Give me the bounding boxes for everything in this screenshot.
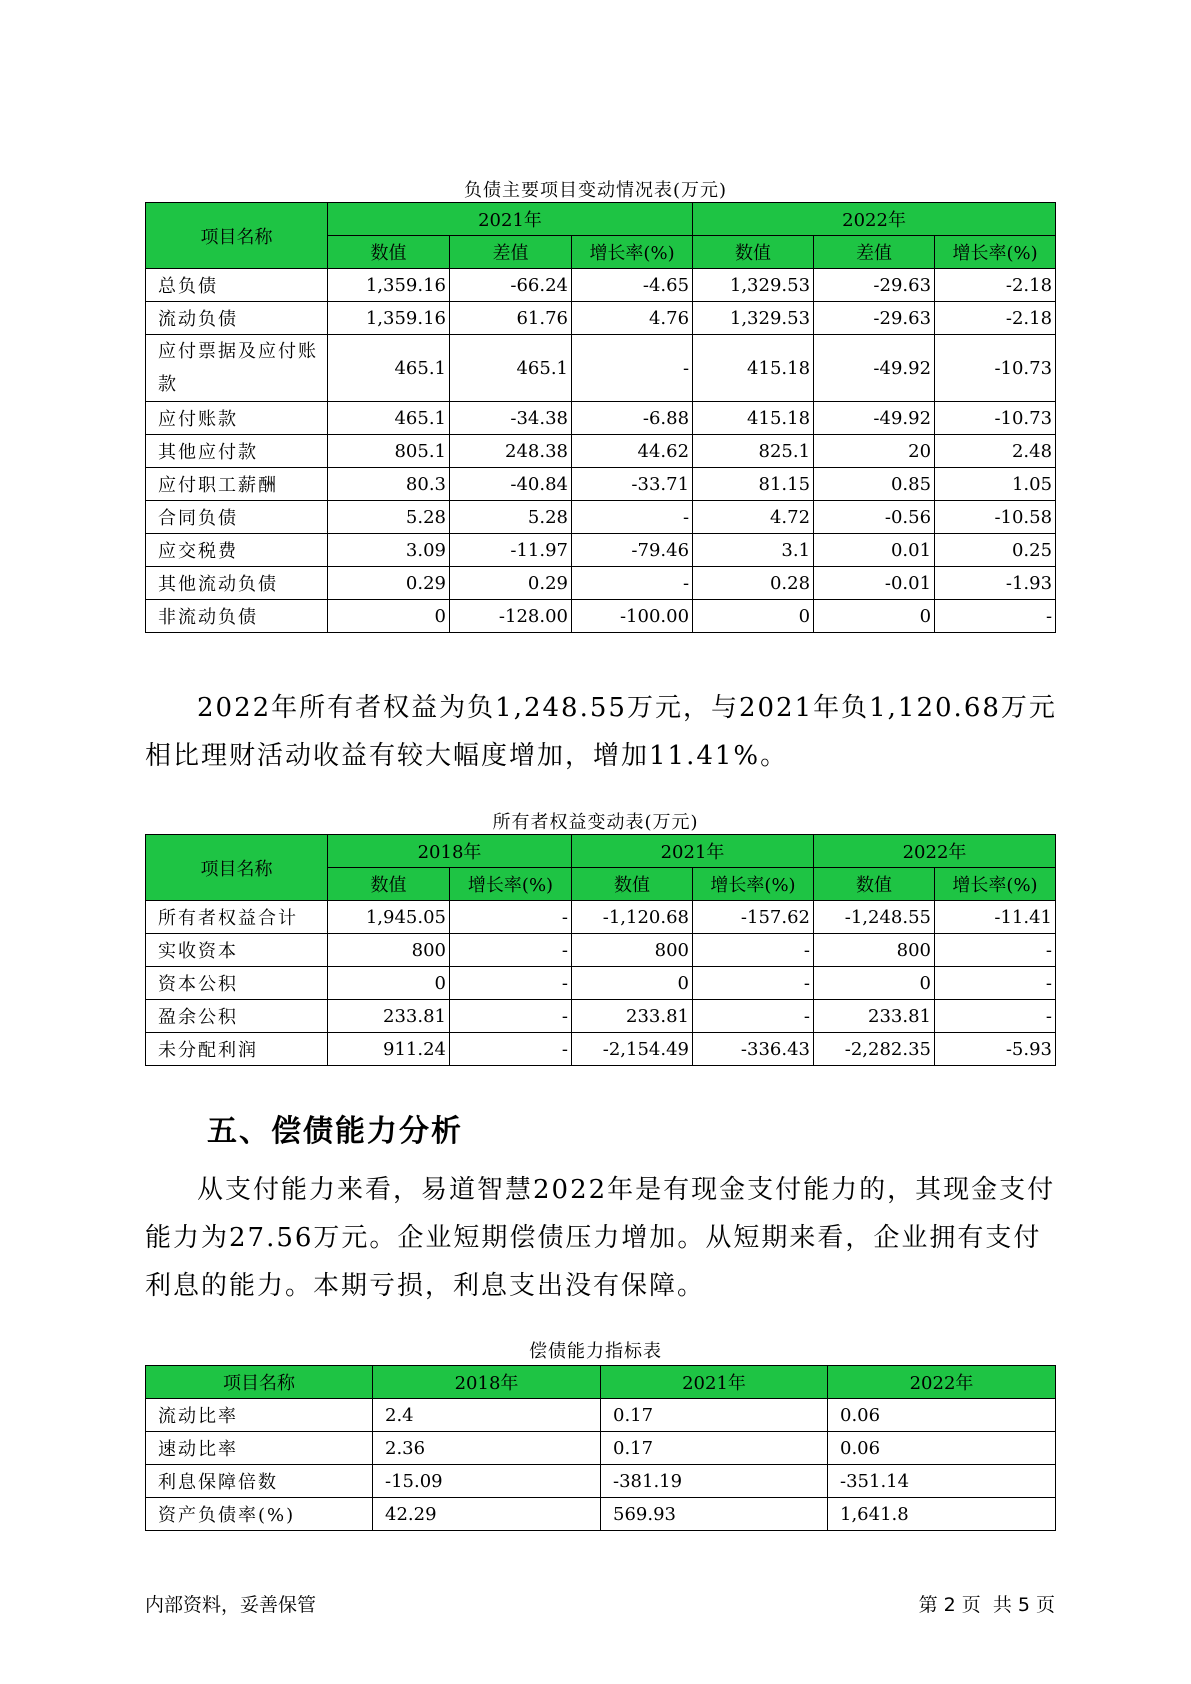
cell: 0.17 (601, 1399, 828, 1432)
row-label: 应交税费 (146, 534, 328, 567)
cell: -351.14 (828, 1465, 1056, 1498)
cell: -29.63 (814, 269, 935, 302)
row-label: 总负债 (146, 269, 328, 302)
equity-summary-paragraph: 2022年所有者权益为负1,248.55万元，与2021年负1,120.68万元相比理财活动收益有较大幅度增加，增加11.41%。 (145, 693, 1057, 771)
table-row (146, 967, 1056, 1000)
cell: 1,329.53 (693, 302, 814, 335)
cell: 465.1 (328, 402, 450, 435)
cell: -79.46 (572, 534, 693, 567)
solvency-paragraph: 从支付能力来看，易道智慧2022年是有现金支付能力的，其现金支付能力为27.56万元。企业短期偿债压力增加。从短期来看，企业拥有支付利息的能力。本期亏损，利息支出没有保障。 (145, 1175, 1056, 1301)
cell: - (450, 1000, 572, 1033)
cell: -2.18 (935, 302, 1056, 335)
header-item-name: 项目名称 (146, 835, 328, 901)
cell: 0.29 (328, 567, 450, 600)
cell: -11.41 (935, 901, 1056, 934)
cell: - (693, 1000, 814, 1033)
cell: - (935, 1000, 1056, 1033)
table-row (146, 934, 1056, 967)
footer-confidential-note: 内部资料，妥善保管 (145, 1594, 317, 1616)
cell: -33.71 (572, 468, 693, 501)
cell: -40.84 (450, 468, 572, 501)
cell: 248.38 (450, 435, 572, 468)
table-row (146, 534, 1056, 567)
cell: 0.28 (693, 567, 814, 600)
cell: 2.4 (373, 1399, 601, 1432)
cell: 80.3 (328, 468, 450, 501)
cell: -0.56 (814, 501, 935, 534)
cell: -66.24 (450, 269, 572, 302)
header-col: 增长率(%) (572, 236, 693, 269)
cell: 0.25 (935, 534, 1056, 567)
header-col: 数值 (693, 236, 814, 269)
table-row (146, 1399, 1056, 1432)
cell: 42.29 (373, 1498, 601, 1531)
cell: -157.62 (693, 901, 814, 934)
cell: -10.73 (935, 335, 1056, 402)
row-label: 未分配利润 (146, 1033, 328, 1066)
cell: 825.1 (693, 435, 814, 468)
row-label: 应付票据及应付账款 (146, 335, 328, 402)
row-label: 应付账款 (146, 402, 328, 435)
cell: 1.05 (935, 468, 1056, 501)
cell: 3.09 (328, 534, 450, 567)
cell: -4.65 (572, 269, 693, 302)
cell: - (450, 967, 572, 1000)
footer-page-number: 第 2 页 共 5 页 (918, 1594, 1055, 1616)
cell: 233.81 (572, 1000, 693, 1033)
cell: -1.93 (935, 567, 1056, 600)
header-year-2018: 2018年 (373, 1366, 601, 1399)
cell: - (572, 567, 693, 600)
cell: -11.97 (450, 534, 572, 567)
cell: 5.28 (450, 501, 572, 534)
cell: 415.18 (693, 335, 814, 402)
header-item-name: 项目名称 (146, 1366, 373, 1399)
header-col: 增长率(%) (693, 868, 814, 901)
header-year-2022: 2022年 (814, 835, 1056, 868)
header-year-2022: 2022年 (828, 1366, 1056, 1399)
cell: 1,641.8 (828, 1498, 1056, 1531)
cell: -10.58 (935, 501, 1056, 534)
cell: 800 (814, 934, 935, 967)
section-heading: 五、偿债能力分析 (207, 1114, 463, 1149)
cell: -34.38 (450, 402, 572, 435)
cell: - (693, 934, 814, 967)
header-col: 增长率(%) (935, 236, 1056, 269)
cell: 81.15 (693, 468, 814, 501)
cell: -5.93 (935, 1033, 1056, 1066)
row-label: 应付职工薪酬 (146, 468, 328, 501)
row-label: 资本公积 (146, 967, 328, 1000)
cell: 800 (572, 934, 693, 967)
cell: - (935, 600, 1056, 633)
cell: 911.24 (328, 1033, 450, 1066)
cell: 2.48 (935, 435, 1056, 468)
cell: -2,154.49 (572, 1033, 693, 1066)
cell: 0.06 (828, 1432, 1056, 1465)
cell: 0 (328, 967, 450, 1000)
cell: -6.88 (572, 402, 693, 435)
cell: 0 (814, 600, 935, 633)
row-label: 盈余公积 (146, 1000, 328, 1033)
cell: 0.01 (814, 534, 935, 567)
cell: 233.81 (814, 1000, 935, 1033)
cell: 44.62 (572, 435, 693, 468)
header-col: 数值 (328, 868, 450, 901)
cell: -10.73 (935, 402, 1056, 435)
cell: - (450, 1033, 572, 1066)
row-label: 实收资本 (146, 934, 328, 967)
cell: -0.01 (814, 567, 935, 600)
row-label: 速动比率 (146, 1432, 373, 1465)
table-row (146, 501, 1056, 534)
header-year-2022: 2022年 (693, 203, 1056, 236)
liability-table-caption: 负债主要项目变动情况表(万元) (463, 180, 728, 201)
cell: -336.43 (693, 1033, 814, 1066)
cell: 0.85 (814, 468, 935, 501)
table-row (146, 335, 1056, 402)
cell: 61.76 (450, 302, 572, 335)
table-row (146, 567, 1056, 600)
header-col: 差值 (814, 236, 935, 269)
table-row (146, 302, 1056, 335)
table-row (146, 269, 1056, 302)
header-item-name: 项目名称 (146, 203, 328, 269)
cell: 3.1 (693, 534, 814, 567)
cell: 805.1 (328, 435, 450, 468)
table-row (146, 1465, 1056, 1498)
cell: 233.81 (328, 1000, 450, 1033)
cell: -15.09 (373, 1465, 601, 1498)
cell: 0 (693, 600, 814, 633)
row-label: 非流动负债 (146, 600, 328, 633)
cell: -100.00 (572, 600, 693, 633)
table-row (146, 468, 1056, 501)
row-label: 流动负债 (146, 302, 328, 335)
row-label: 其他应付款 (146, 435, 328, 468)
header-year-2021: 2021年 (328, 203, 693, 236)
header-year-2021: 2021年 (572, 835, 814, 868)
solvency-table (145, 1365, 1056, 1531)
table-row (146, 901, 1056, 934)
cell: 465.1 (450, 335, 572, 402)
cell: 1,359.16 (328, 269, 450, 302)
cell: 1,945.05 (328, 901, 450, 934)
cell: - (572, 501, 693, 534)
cell: - (450, 934, 572, 967)
cell: 4.76 (572, 302, 693, 335)
table-row (146, 1033, 1056, 1066)
cell: 0.06 (828, 1399, 1056, 1432)
cell: -29.63 (814, 302, 935, 335)
header-col: 数值 (572, 868, 693, 901)
cell: 0 (328, 600, 450, 633)
cell: - (693, 967, 814, 1000)
cell: - (935, 967, 1056, 1000)
header-col: 增长率(%) (450, 868, 572, 901)
header-col: 增长率(%) (935, 868, 1056, 901)
row-label: 资产负债率(%) (146, 1498, 373, 1531)
liability-table (145, 202, 1056, 633)
cell: 0.17 (601, 1432, 828, 1465)
header-col: 差值 (450, 236, 572, 269)
cell: -49.92 (814, 402, 935, 435)
cell: -2.18 (935, 269, 1056, 302)
solvency-table-caption: 偿债能力指标表 (529, 1341, 662, 1362)
row-label: 流动比率 (146, 1399, 373, 1432)
cell: -49.92 (814, 335, 935, 402)
header-col: 数值 (328, 236, 450, 269)
header-year-2021: 2021年 (601, 1366, 828, 1399)
cell: - (572, 335, 693, 402)
cell: 20 (814, 435, 935, 468)
equity-table (145, 834, 1056, 1066)
cell: - (450, 901, 572, 934)
cell: -1,120.68 (572, 901, 693, 934)
equity-table-caption: 所有者权益变动表(万元) (492, 812, 699, 833)
cell: -128.00 (450, 600, 572, 633)
cell: 569.93 (601, 1498, 828, 1531)
header-col: 数值 (814, 868, 935, 901)
row-label: 利息保障倍数 (146, 1465, 373, 1498)
cell: 800 (328, 934, 450, 967)
table-row (146, 1432, 1056, 1465)
table-row (146, 1498, 1056, 1531)
header-year-2018: 2018年 (328, 835, 572, 868)
cell: 465.1 (328, 335, 450, 402)
cell: -381.19 (601, 1465, 828, 1498)
table-row (146, 1000, 1056, 1033)
cell: -2,282.35 (814, 1033, 935, 1066)
cell: 1,329.53 (693, 269, 814, 302)
cell: 1,359.16 (328, 302, 450, 335)
row-label: 所有者权益合计 (146, 901, 328, 934)
cell: 0 (814, 967, 935, 1000)
cell: - (935, 934, 1056, 967)
cell: 4.72 (693, 501, 814, 534)
cell: 415.18 (693, 402, 814, 435)
table-row (146, 435, 1056, 468)
table-row (146, 402, 1056, 435)
row-label: 合同负债 (146, 501, 328, 534)
table-row (146, 600, 1056, 633)
cell: 5.28 (328, 501, 450, 534)
cell: 0.29 (450, 567, 572, 600)
cell: 0 (572, 967, 693, 1000)
row-label: 其他流动负债 (146, 567, 328, 600)
cell: -1,248.55 (814, 901, 935, 934)
cell: 2.36 (373, 1432, 601, 1465)
